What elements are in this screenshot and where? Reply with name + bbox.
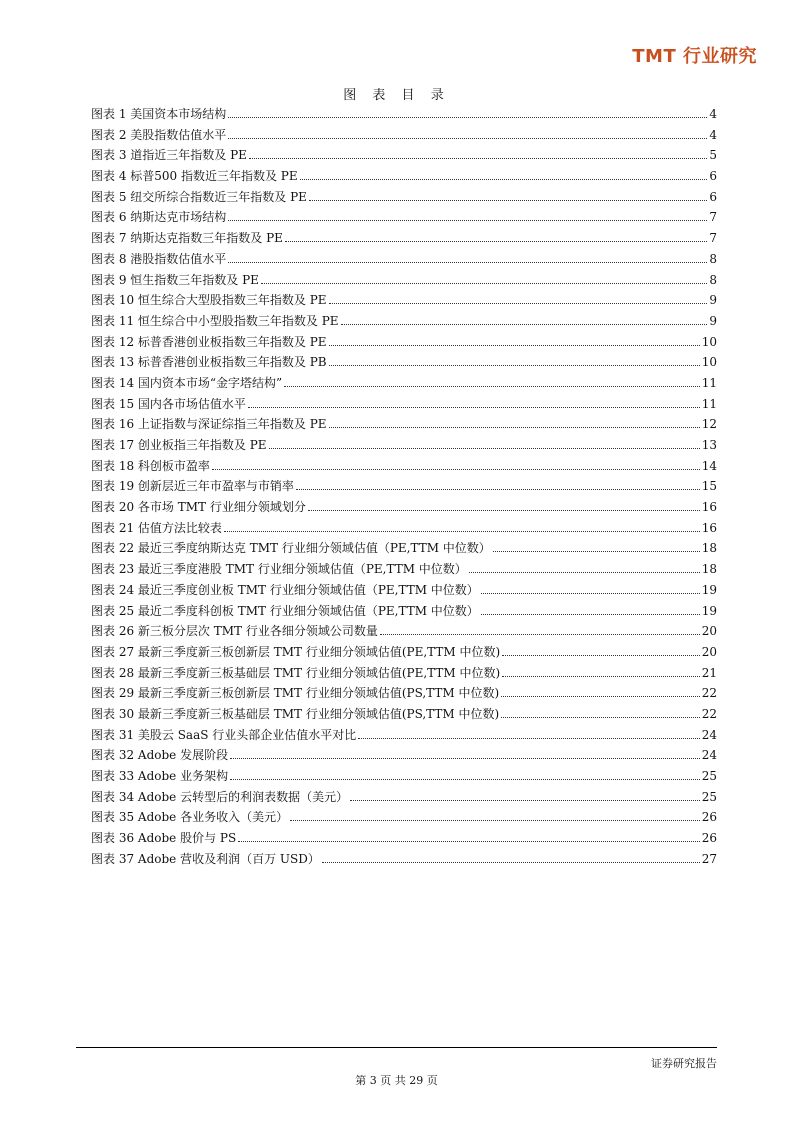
toc-entry-label: 图表 18 科创板市盈率	[91, 458, 210, 473]
toc-dot-leader	[502, 676, 700, 677]
toc-entry[interactable]	[91, 290, 717, 311]
report-header-title: TMT 行业研究	[632, 46, 757, 67]
toc-entry-page-number: 4	[709, 107, 717, 121]
toc-entry[interactable]	[91, 518, 717, 539]
toc-entry-label: 图表 5 纽交所综合指数近三年指数及 PE	[91, 189, 307, 204]
toc-entry[interactable]	[91, 145, 717, 166]
toc-entry-page-number: 7	[709, 231, 717, 246]
toc-entry-label: 图表 7 纳斯达克指数三年指数及 PE	[91, 231, 283, 246]
toc-entry-label: 图表 23 最近三季度港股 TMT 行业细分领域估值（PE,TTM 中位数）	[91, 562, 467, 577]
toc-entry-page-number: 5	[709, 148, 717, 163]
toc-dot-leader	[238, 841, 700, 842]
toc-entry[interactable]	[91, 373, 717, 394]
toc-dot-leader	[296, 489, 700, 490]
toc-entry-label: 图表 20 各市场 TMT 行业细分领域划分	[91, 500, 306, 515]
toc-entry-label: 图表 35 Adobe 各业务收入（美元）	[91, 810, 289, 825]
toc-entry-label: 图表 34 Adobe 云转型后的利润表数据（美元）	[91, 789, 349, 804]
toc-entry-page-number: 6	[709, 189, 717, 204]
toc-dot-leader	[502, 655, 700, 656]
toc-entry-label: 图表 10 恒生综合大型股指数三年指数及 PE	[91, 293, 327, 308]
toc-entry-page-number: 9	[709, 293, 717, 308]
toc-dot-leader	[290, 820, 700, 821]
toc-entry-page-number: 8	[709, 272, 717, 287]
toc-list	[91, 104, 717, 869]
toc-entry-page-number: 20	[701, 624, 717, 639]
toc-dot-leader	[329, 345, 700, 346]
toc-entry-label: 图表 1 美国资本市场结构	[91, 107, 227, 121]
toc-entry-page-number: 25	[701, 769, 717, 783]
toc-dot-leader	[350, 800, 700, 801]
toc-entry[interactable]	[91, 745, 717, 766]
toc-entry[interactable]	[91, 125, 717, 146]
footer-report-type: 证券研究报告	[651, 1057, 717, 1070]
toc-dot-leader	[212, 469, 700, 470]
toc-entry-page-number: 16	[701, 500, 717, 515]
toc-entry-label: 图表 36 Adobe 股价与 PS	[91, 831, 237, 846]
toc-entry[interactable]	[91, 663, 717, 684]
toc-entry-page-number: 24	[701, 748, 717, 763]
toc-entry[interactable]	[91, 249, 717, 270]
toc-entry-page-number: 15	[701, 479, 717, 494]
toc-entry[interactable]	[91, 104, 717, 125]
toc-entry-label: 图表 24 最近三季度创业板 TMT 行业细分领域估值（PE,TTM 中位数）	[91, 582, 479, 597]
toc-entry-label: 图表 29 最新三季度新三板创新层 TMT 行业细分领域估值(PS,TTM 中位数)	[91, 686, 500, 701]
toc-entry[interactable]	[91, 787, 717, 808]
toc-entry[interactable]	[91, 683, 717, 704]
toc-entry-label: 图表 13 标普香港创业板指数三年指数及 PB	[91, 355, 327, 370]
toc-entry-label: 图表 32 Adobe 发展阶段	[91, 748, 229, 763]
toc-entry[interactable]	[91, 394, 717, 415]
toc-entry-label: 图表 15 国内各市场估值水平	[91, 396, 246, 411]
toc-entry-page-number: 18	[701, 541, 717, 556]
toc-entry-page-number: 22	[701, 706, 717, 721]
toc-entry-label: 图表 28 最新三季度新三板基础层 TMT 行业细分领域估值(PE,TTM 中位数)	[91, 665, 501, 680]
toc-entry-page-number: 18	[701, 562, 717, 577]
toc-entry-page-number: 24	[701, 727, 717, 742]
toc-entry[interactable]	[91, 166, 717, 187]
toc-dot-leader	[341, 324, 708, 325]
footer-page-number: 第 3 页 共 29 页	[355, 1074, 438, 1087]
toc-entry-label: 图表 16 上证指数与深证综指三年指数及 PE	[91, 417, 327, 432]
toc-entry-page-number: 26	[701, 810, 717, 825]
toc-entry[interactable]	[91, 207, 717, 228]
toc-entry-label: 图表 9 恒生指数三年指数及 PE	[91, 272, 259, 287]
toc-entry[interactable]	[91, 580, 717, 601]
toc-entry[interactable]	[91, 187, 717, 208]
toc-entry[interactable]	[91, 828, 717, 849]
toc-entry[interactable]	[91, 807, 717, 828]
toc-dot-leader	[224, 531, 700, 532]
toc-dot-leader	[228, 138, 707, 139]
toc-dot-leader	[230, 758, 700, 759]
toc-entry-page-number: 11	[701, 375, 717, 390]
toc-entry[interactable]	[91, 559, 717, 580]
toc-entry-page-number: 20	[701, 644, 717, 659]
toc-dot-leader	[501, 717, 700, 718]
toc-entry-label: 图表 22 最近三季度纳斯达克 TMT 行业细分领域估值（PE,TTM 中位数）	[91, 541, 491, 556]
toc-dot-leader	[284, 386, 700, 387]
toc-dot-leader	[228, 220, 707, 221]
toc-entry-label: 图表 6 纳斯达克市场结构	[91, 210, 227, 225]
toc-entry-label: 图表 8 港股指数估值水平	[91, 251, 227, 266]
toc-dot-leader	[493, 551, 700, 552]
toc-entry[interactable]	[91, 311, 717, 332]
toc-dot-leader	[322, 862, 700, 863]
toc-entry-label: 图表 30 最新三季度新三板基础层 TMT 行业细分领域估值(PS,TTM 中位数)	[91, 706, 500, 721]
toc-entry[interactable]	[91, 601, 717, 622]
toc-dot-leader	[329, 365, 700, 366]
toc-entry-page-number: 12	[701, 417, 717, 432]
toc-dot-leader	[309, 200, 707, 201]
toc-dot-leader	[230, 779, 700, 780]
toc-entry-label: 图表 12 标普香港创业板指数三年指数及 PE	[91, 334, 327, 349]
toc-entry-label: 图表 19 创新层近三年市盈率与市销率	[91, 479, 294, 494]
toc-entry-page-number: 25	[701, 789, 717, 804]
toc-dot-leader	[481, 593, 700, 594]
toc-entry-page-number: 14	[701, 458, 717, 473]
toc-dot-leader	[358, 738, 699, 739]
toc-heading: 图 表 目 录	[343, 88, 450, 103]
toc-entry[interactable]	[91, 849, 717, 870]
toc-dot-leader	[469, 572, 700, 573]
toc-dot-leader	[300, 179, 708, 180]
toc-entry-label: 图表 21 估值方法比较表	[91, 520, 222, 535]
toc-dot-leader	[261, 283, 707, 284]
toc-entry-label: 图表 26 新三板分层次 TMT 行业各细分领域公司数量	[91, 624, 378, 639]
toc-entry[interactable]	[91, 456, 717, 477]
toc-entry[interactable]	[91, 414, 717, 435]
toc-entry-page-number: 4	[709, 127, 717, 142]
toc-entry-page-number: 10	[701, 334, 717, 349]
toc-entry[interactable]	[91, 538, 717, 559]
toc-entry[interactable]	[91, 435, 717, 456]
toc-entry-page-number: 19	[701, 603, 717, 618]
toc-entry-label: 图表 25 最近二季度科创板 TMT 行业细分领域估值（PE,TTM 中位数）	[91, 603, 479, 618]
toc-entry-page-number: 21	[701, 665, 717, 680]
toc-entry-label: 图表 37 Adobe 营收及利润（百万 USD）	[91, 851, 320, 866]
toc-entry[interactable]	[91, 352, 717, 373]
toc-dot-leader	[329, 303, 708, 304]
toc-entry[interactable]	[91, 704, 717, 725]
toc-entry[interactable]	[91, 270, 717, 291]
toc-entry[interactable]	[91, 642, 717, 663]
toc-entry-label: 图表 17 创业板指三年指数及 PE	[91, 438, 267, 452]
toc-entry-page-number: 19	[701, 582, 717, 597]
toc-dot-leader	[501, 696, 700, 697]
toc-dot-leader	[228, 262, 707, 263]
toc-entry[interactable]	[91, 476, 717, 497]
toc-dot-leader	[269, 448, 700, 449]
toc-dot-leader	[308, 510, 700, 511]
toc-entry[interactable]	[91, 766, 717, 787]
toc-entry-page-number: 13	[701, 438, 717, 452]
toc-entry[interactable]	[91, 497, 717, 518]
toc-entry-page-number: 6	[709, 169, 717, 184]
toc-dot-leader	[228, 117, 707, 118]
footer-divider	[76, 1047, 717, 1048]
toc-entry-page-number: 22	[701, 686, 717, 701]
toc-entry-label: 图表 31 美股云 SaaS 行业头部企业估值水平对比	[91, 727, 357, 742]
toc-entry-label: 图表 3 道指近三年指数及 PE	[91, 148, 247, 163]
toc-entry-page-number: 16	[701, 520, 717, 535]
toc-entry-label: 图表 14 国内资本市场“金字塔结构”	[91, 375, 283, 390]
toc-dot-leader	[380, 634, 700, 635]
toc-entry-label: 图表 27 最新三季度新三板创新层 TMT 行业细分领域估值(PE,TTM 中位数)	[91, 644, 501, 659]
toc-entry[interactable]	[91, 725, 717, 746]
toc-entry-label: 图表 2 美股指数估值水平	[91, 127, 227, 142]
toc-entry-label: 图表 33 Adobe 业务架构	[91, 769, 229, 783]
toc-entry[interactable]	[91, 228, 717, 249]
toc-dot-leader	[248, 407, 700, 408]
toc-entry-label: 图表 11 恒生综合中小型股指数三年指数及 PE	[91, 313, 339, 328]
toc-dot-leader	[249, 158, 707, 159]
toc-dot-leader	[481, 614, 700, 615]
toc-entry-page-number: 7	[709, 210, 717, 225]
toc-dot-leader	[329, 427, 700, 428]
toc-entry-page-number: 11	[701, 396, 717, 411]
toc-entry-page-number: 27	[701, 851, 717, 866]
toc-entry-page-number: 26	[701, 831, 717, 846]
toc-entry[interactable]	[91, 621, 717, 642]
toc-entry-page-number: 8	[709, 251, 717, 266]
toc-entry-label: 图表 4 标普500 指数近三年指数及 PE	[91, 169, 298, 184]
toc-entry-page-number: 10	[701, 355, 717, 370]
toc-entry[interactable]	[91, 332, 717, 353]
toc-entry-page-number: 9	[709, 313, 717, 328]
toc-dot-leader	[285, 241, 707, 242]
